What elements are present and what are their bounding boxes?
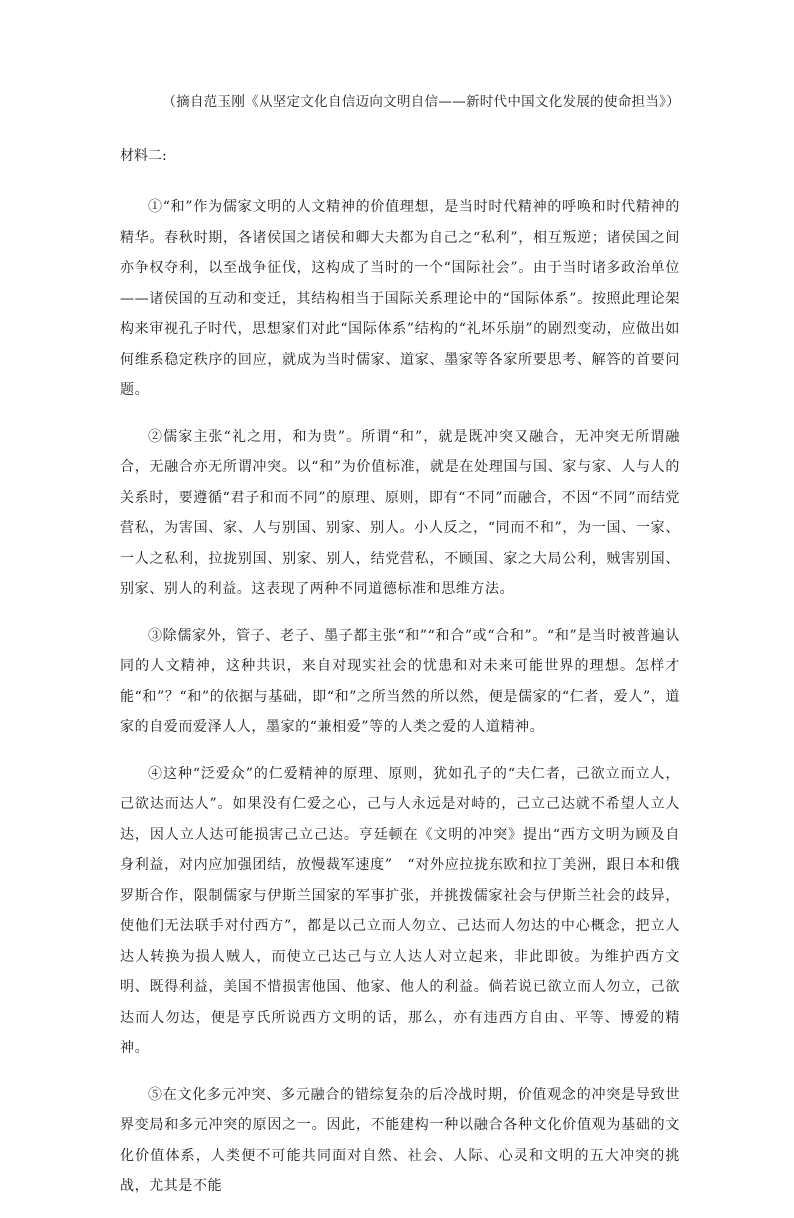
paragraph-5: ⑤在文化多元冲突、多元融合的错综复杂的后冷战时期，价值观念的冲突是导致世界变局和多元冲突的原因之一。因此，不能建构一种以融合各种文化价值观为基础的文化价值体系，人类便不可能共同面对自然、社会、人际、心灵和文明的五大冲突的挑战，尤其是不能 bbox=[120, 1086, 680, 1194]
paragraph-3: ③除儒家外，管子、老子、墨子都主张“和”“和合”或“合和”。“和”是当时被普遍认同的人文精神，这种共识，来自对现实社会的忧患和对未来可能世界的理想。怎样才能“和”？“和”的依据与基础，即“和”之所当然的所以然，便是儒家的“仁者，爱人”，道家的自爱而爱泽人人，墨家的“兼相爱”等的人类之爱的人道精神。 bbox=[120, 627, 680, 735]
paragraph-2: ②儒家主张“礼之用，和为贵”。所谓“和”，就是既冲突又融合，无冲突无所谓融合，无融合亦无所谓冲突。以“和”为价值标准，就是在处理国与国、家与家、人与人的关系时，要遵循“君子和而不同”的原理、原则，即有“不同”而融合，不因“不同”而结党营私，为害国、家、人与别国、别家、别人。小人反之，“同而不和”，为一国、一家、一人之私利，拉拢别国、别家、别人，结党营私，不顾国、家之大局公利，贼害别国、别家、别人的利益。这表现了两种不同道德标准和思维方法。 bbox=[120, 428, 680, 597]
paragraph-1: ①“和”作为儒家文明的人文精神的价值理想，是当时时代精神的呼唤和时代精神的精华。春秋时期，各诸侯国之诸侯和卿大夫都为自己之“私利”，相互叛逆；诸侯国之间亦争权夺利，以至战争征伐，这构成了当时的一个“国际社会”。由于当时诸多政治单位——诸侯国的互动和变迁，其结构相当于国际关系理论中的“国际体系”。按照此理论架构来审视孔子时代，思想家们对此“国际体系”结构的“礼坏乐崩”的剧烈变动，应做出如何维系稳定秩序的回应，就成为当时儒家、道家、墨家等各家所要思考、解答的首要问题。 bbox=[120, 199, 680, 398]
source-citation: （摘自范玉刚《从坚定文化自信迈向文明自信——新时代中国文化发展的使命担当》） bbox=[162, 94, 680, 110]
document-page bbox=[120, 92, 680, 1218]
paragraph-4: ④这种“泛爱众”的仁爱精神的原理、原则，犹如孔子的“夫仁者，己欲立而立人，己欲达而达人”。如果没有仁爱之心，己与人永远是对峙的，己立己达就不希望人立人达，因人立人达可能损害己立己达。亨廷顿在《文明的冲突》提出“西方文明为顾及自身利益，对内应加强团结，放慢裁军速度” “对外应拉拢东欧和拉丁美洲，跟日本和俄罗斯合作，限制儒家与伊斯兰国家的军事扩张，并挑拨儒家社会与伊斯兰社会的歧异，使他们无法联手对付西方”，都是以己立而人勿立、己达而人勿达的中心概念，把立人达人转换为损人贼人，而使立己达己与立人达人对立起来，非此即彼。为维护西方文明、既得利益，美国不惜损害他国、他家、他人的利益。倘若说已欲立而人勿立，己欲达而人勿达，便是亨氏所说西方文明的话，那么，亦有违西方自由、平等、博爱的精神。 bbox=[120, 765, 680, 1056]
section-heading: 材料二: bbox=[120, 148, 167, 164]
